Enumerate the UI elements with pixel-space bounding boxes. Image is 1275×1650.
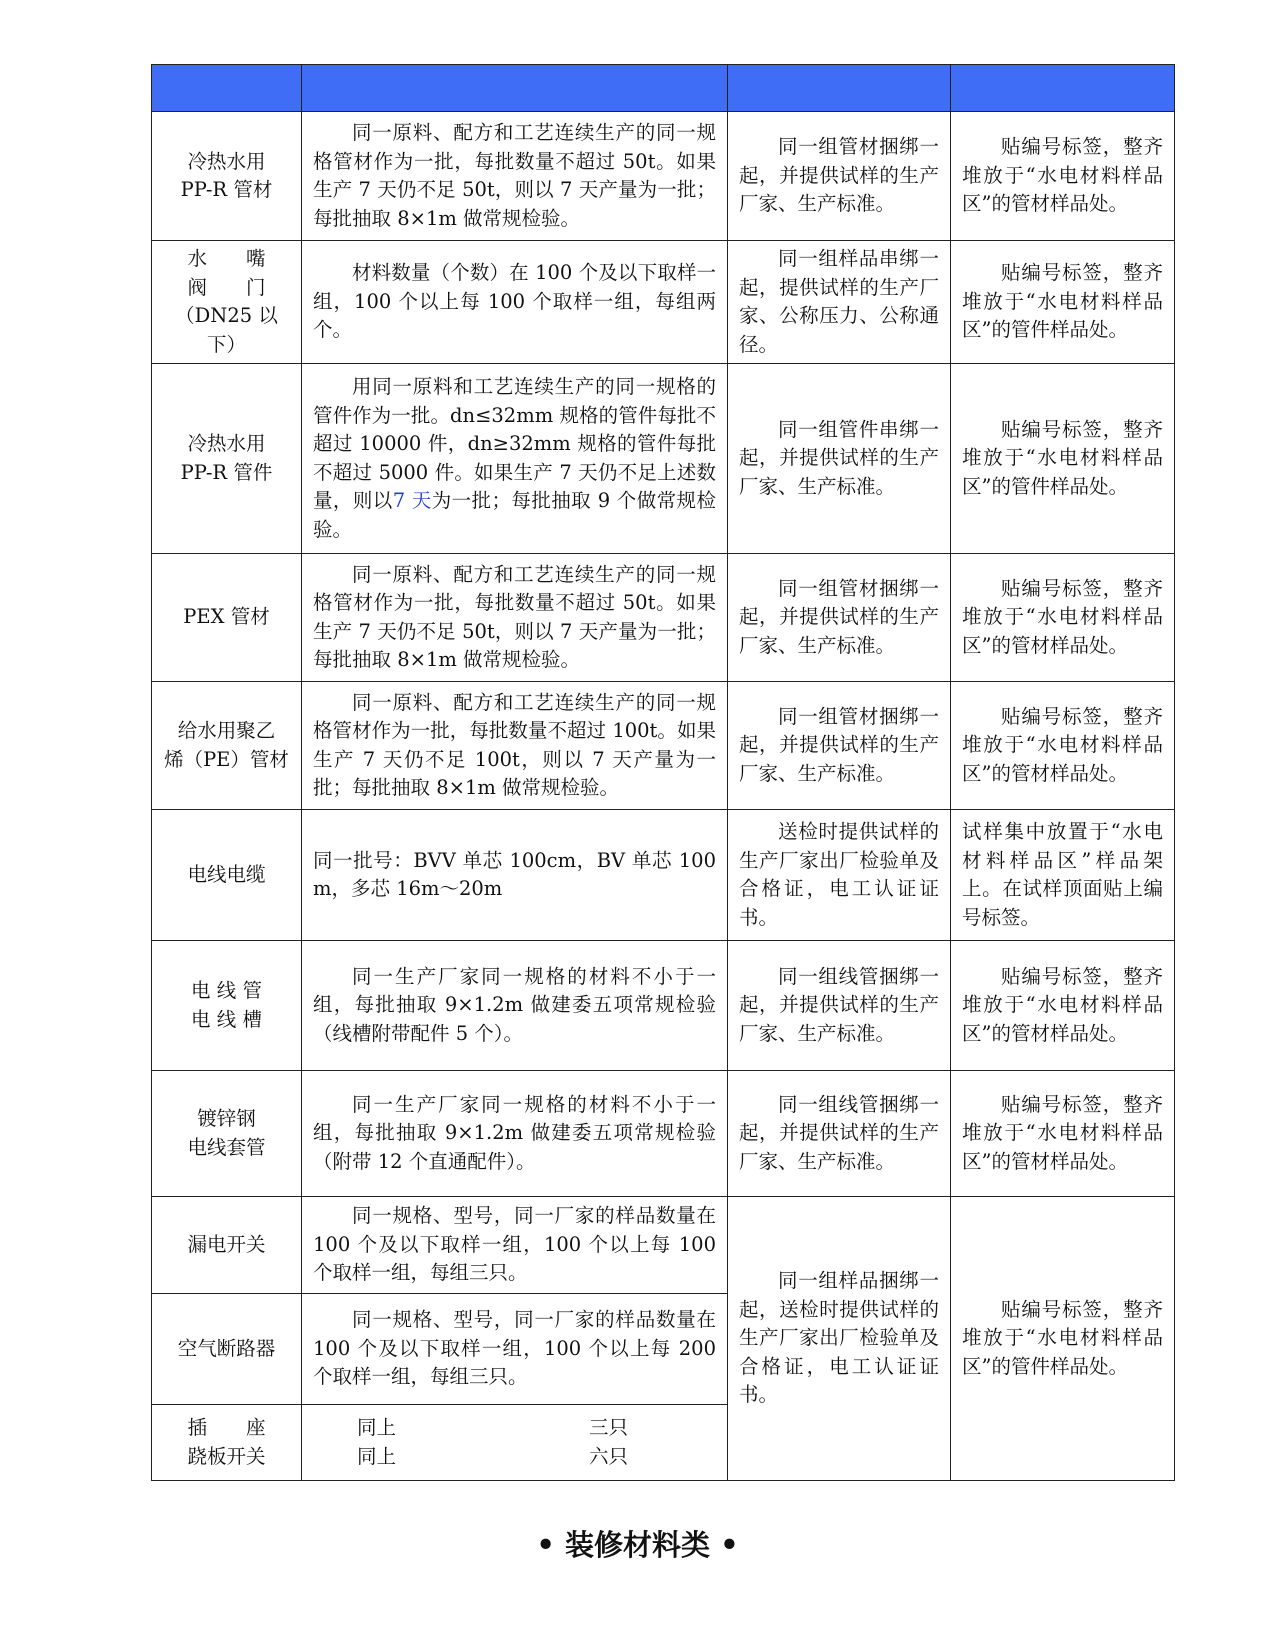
table-row	[152, 112, 1175, 241]
header-cell-packing	[728, 65, 951, 112]
sampling-requirement-cell: 同一生产厂家同一规格的材料不小于一组，每批抽取 9×1.2m 做建委五项常规检验（附带 12 个直通配件）。	[302, 1071, 728, 1197]
packing-cell: 同一组线管捆绑一起，并提供试样的生产厂家、生产标准。	[728, 1071, 951, 1197]
packing-cell: 同一组管件串绑一起，并提供试样的生产厂家、生产标准。	[728, 364, 951, 554]
material-name-cell: 插 座 跷板开关	[152, 1405, 302, 1481]
sampling-requirement-cell: 同一批号：BVV 单芯 100cm，BV 单芯 100m，多芯 16m～20m	[302, 810, 728, 941]
material-name-cell: 水 嘴 阀 门 （DN25 以下）	[152, 241, 302, 364]
storage-cell: 贴编号标签，整齐堆放于“水电材料样品区”的管材样品处。	[951, 1071, 1175, 1197]
table-row	[152, 1071, 1175, 1197]
storage-cell: 贴编号标签，整齐堆放于“水电材料样品区”的管材样品处。	[951, 112, 1175, 241]
packing-cell: 同一组线管捆绑一起，并提供试样的生产厂家、生产标准。	[728, 941, 951, 1071]
table-row	[152, 1197, 1175, 1294]
section-title: • 装修材料类 •	[536, 1528, 739, 1562]
packing-cell: 同一组管材捆绑一起，并提供试样的生产厂家、生产标准。	[728, 112, 951, 241]
sampling-requirement-cell: 材料数量（个数）在 100 个及以下取样一组，100 个以上每 100 个取样一组，每组两个。	[302, 241, 728, 364]
sampling-requirement-cell: 同一原料、配方和工艺连续生产的同一规格管材作为一批，每批数量不超过 100t。如果生产 7 天仍不足 100t，则以 7 天产量为一批；每批抽取 8×1m 做常规检验。	[302, 682, 728, 810]
sampling-requirement-cell: 同一规格、型号，同一厂家的样品数量在 100 个及以下取样一组，100 个以上每 100 个取样一组，每组三只。	[302, 1197, 728, 1294]
material-name-cell: PEX 管材	[152, 554, 302, 682]
sampling-requirement-cell: 同一生产厂家同一规格的材料不小于一组，每批抽取 9×1.2m 做建委五项常规检验（线槽附带配件 5 个）。	[302, 941, 728, 1071]
material-name-cell: 冷热水用 PP-R 管材	[152, 112, 302, 241]
sampling-requirement-cell: 同上 三只 同上 六只	[302, 1405, 728, 1481]
highlighted-text: 7 天	[392, 489, 432, 512]
sampling-requirement-cell: 用同一原料和工艺连续生产的同一规格的管件作为一批。dn≤32mm 规格的管件每批不超过 10000 件，dn≥32mm 规格的管件每批不超过 5000 件。如果生产 7 天仍不足上述数量，则以7 天为一批；每批抽取 9 个做常规检验。	[302, 364, 728, 554]
packing-cell: 同一组管材捆绑一起，并提供试样的生产厂家、生产标准。	[728, 682, 951, 810]
table-row	[152, 810, 1175, 941]
packing-cell: 同一组样品串绑一起，提供试样的生产厂家、公称压力、公称通径。	[728, 241, 951, 364]
storage-cell: 贴编号标签，整齐堆放于“水电材料样品区”的管件样品处。	[951, 241, 1175, 364]
material-name-cell: 镀锌钢 电线套管	[152, 1071, 302, 1197]
header-cell-requirement	[302, 65, 728, 112]
table-row	[152, 682, 1175, 810]
storage-cell: 试样集中放置于“水电材料样品区”样品架上。在试样顶面贴上编号标签。	[951, 810, 1175, 941]
header-cell-material	[152, 65, 302, 112]
material-name-cell: 漏电开关	[152, 1197, 302, 1294]
sampling-table	[151, 64, 1175, 1481]
table-row	[152, 554, 1175, 682]
sampling-requirement-cell: 同一原料、配方和工艺连续生产的同一规格管材作为一批，每批数量不超过 50t。如果生产 7 天仍不足 50t，则以 7 天产量为一批；每批抽取 8×1m 做常规检验。	[302, 112, 728, 241]
packing-cell: 同一组管材捆绑一起，并提供试样的生产厂家、生产标准。	[728, 554, 951, 682]
sampling-requirement-cell: 同一规格、型号，同一厂家的样品数量在 100 个及以下取样一组，100 个以上每 200 个取样一组，每组三只。	[302, 1294, 728, 1405]
storage-cell: 贴编号标签，整齐堆放于“水电材料样品区”的管件样品处。	[951, 364, 1175, 554]
sampling-requirement-cell: 同一原料、配方和工艺连续生产的同一规格管材作为一批，每批数量不超过 50t。如果生产 7 天仍不足 50t，则以 7 天产量为一批；每批抽取 8×1m 做常规检验。	[302, 554, 728, 682]
material-name-cell: 冷热水用 PP-R 管件	[152, 364, 302, 554]
material-name-cell: 电 线 管 电 线 槽	[152, 941, 302, 1071]
material-name-cell: 给水用聚乙 烯（PE）管材	[152, 682, 302, 810]
table-header-row	[152, 65, 1175, 112]
material-name-cell: 电线电缆	[152, 810, 302, 941]
storage-cell: 贴编号标签，整齐堆放于“水电材料样品区”的管材样品处。	[951, 941, 1175, 1071]
packing-cell: 同一组样品捆绑一起，送检时提供试样的生产厂家出厂检验单及合格证，电工认证证书。	[728, 1197, 951, 1481]
table-row	[152, 364, 1175, 554]
storage-cell: 贴编号标签，整齐堆放于“水电材料样品区”的管件样品处。	[951, 1197, 1175, 1481]
table-row	[152, 241, 1175, 364]
header-cell-storage	[951, 65, 1175, 112]
storage-cell: 贴编号标签，整齐堆放于“水电材料样品区”的管材样品处。	[951, 554, 1175, 682]
packing-cell: 送检时提供试样的生产厂家出厂检验单及合格证，电工认证证书。	[728, 810, 951, 941]
table-row	[152, 941, 1175, 1071]
storage-cell: 贴编号标签，整齐堆放于“水电材料样品区”的管材样品处。	[951, 682, 1175, 810]
material-name-cell: 空气断路器	[152, 1294, 302, 1405]
